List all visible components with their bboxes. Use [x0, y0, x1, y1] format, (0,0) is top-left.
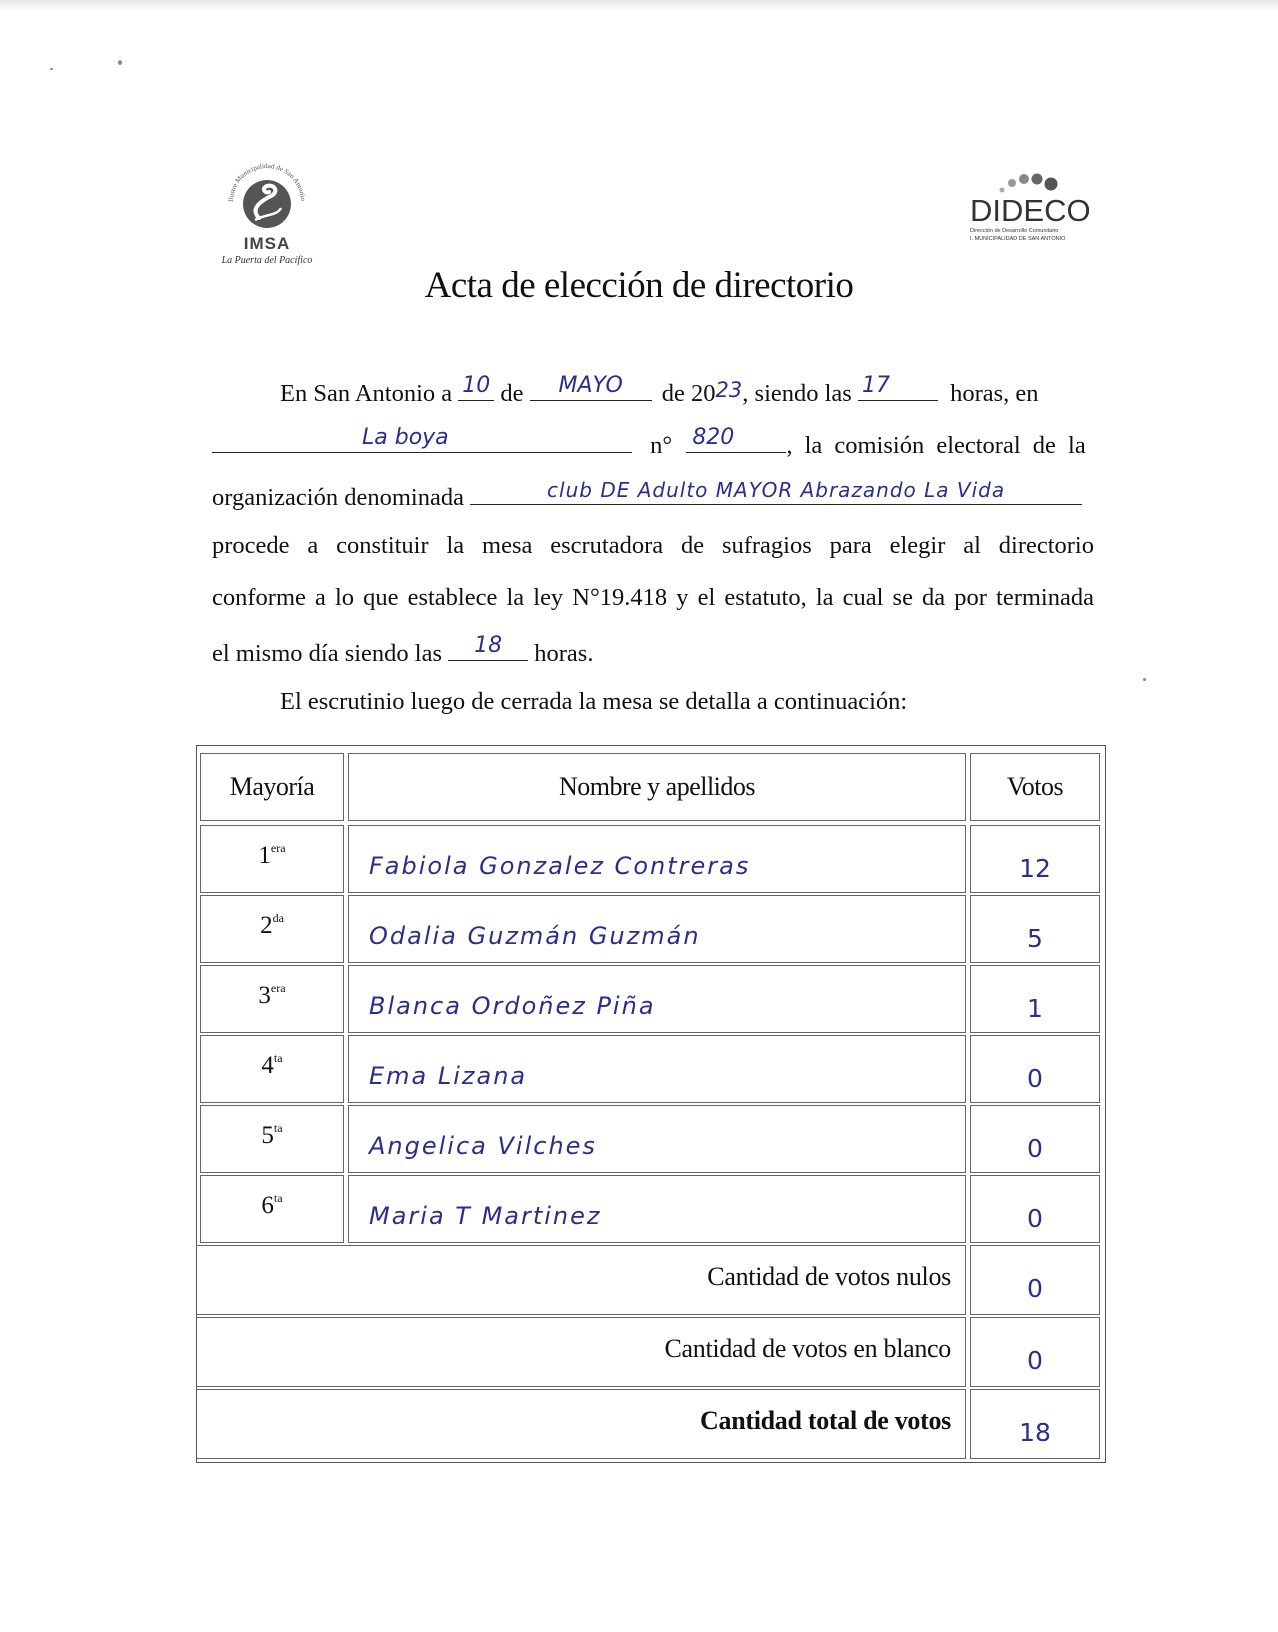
- dideco-name: DIDECO: [970, 193, 1091, 228]
- text-escrutinio: El escrutinio luego de cerrada la mesa se detalla a continuación:: [280, 688, 908, 715]
- day-field: [458, 373, 494, 401]
- imsa-slogan: La Puerta del Pacífico: [221, 255, 313, 266]
- votos-total-label: Cantidad total de votos: [196, 1389, 966, 1459]
- month-field: [530, 373, 652, 401]
- table-row-rank: $3^{era}$: [200, 965, 344, 1033]
- votos-blanco-value: 0: [970, 1317, 1100, 1387]
- table-row-rank: $6^{ta}$: [200, 1175, 344, 1243]
- scan-edge: [0, 0, 1278, 12]
- organization-field: [470, 480, 1082, 505]
- imsa-name: IMSA: [243, 234, 291, 253]
- table-row-rank: $5^{ta}$: [200, 1105, 344, 1173]
- table-row-name: Fabiola Gonzalez Contreras: [348, 825, 966, 893]
- end-hour-field: [448, 633, 528, 661]
- document-title: Acta de elección de directorio: [424, 265, 854, 306]
- number-field: [686, 425, 786, 453]
- organization-value: club DE Adulto MAYOR Abrazando La Vida: [547, 478, 1006, 502]
- text-comision-electoral: , la comisión electoral de la: [786, 432, 1086, 459]
- start-hour-value: 17: [861, 373, 890, 398]
- address-field: [212, 425, 632, 453]
- address-value: La boya: [362, 425, 449, 450]
- scan-speck: [50, 68, 53, 70]
- table-row-votes: 0: [970, 1105, 1100, 1173]
- start-hour-field: [858, 373, 938, 401]
- votos-nulos-label: Cantidad de votos nulos: [196, 1245, 966, 1315]
- table-row-votes: 5: [970, 895, 1100, 963]
- paragraph-line-1: [280, 373, 1094, 408]
- paragraph-line-5: [212, 584, 1094, 612]
- results-table: [196, 745, 1106, 1463]
- paragraph-line-4: [212, 532, 1094, 560]
- paragraph-line-3: [212, 480, 1094, 512]
- text-mismo-dia: el mismo día siendo las: [212, 640, 442, 667]
- table-row-name: Blanca Ordoñez Piña: [348, 965, 966, 1033]
- imsa-logo: [212, 156, 322, 266]
- text-de: de: [500, 380, 524, 407]
- paragraph-line-2: [212, 425, 1094, 460]
- number-value: 820: [692, 425, 735, 450]
- imsa-emblem-icon: [219, 156, 315, 236]
- table-row-votes: 0: [970, 1175, 1100, 1243]
- table-row-votes: 12: [970, 825, 1100, 893]
- paragraph-line-7: [280, 688, 1100, 716]
- votos-blanco-label: Cantidad de votos en blanco: [196, 1317, 966, 1387]
- dideco-logo: [970, 172, 1090, 242]
- scan-speck: [1143, 678, 1146, 681]
- header-votos: Votos: [970, 753, 1100, 821]
- text-en-san-antonio: En San Antonio a: [280, 380, 453, 407]
- table-row-votes: 0: [970, 1035, 1100, 1103]
- text-de-20: de 20: [661, 380, 716, 407]
- table-row-name: Ema Lizana: [348, 1035, 966, 1103]
- month-value: MAYO: [558, 373, 623, 398]
- table-row-name: Maria T Martinez: [348, 1175, 966, 1243]
- text-line-5: conforme a lo que establece la ley N°19.418 y el estatuto, la cual se da por terminada: [212, 584, 1094, 611]
- text-siendo-las: , siendo las: [742, 380, 852, 407]
- votos-nulos-value: 0: [970, 1245, 1100, 1315]
- day-value: 10: [462, 373, 491, 398]
- table-row-rank: $4^{ta}$: [200, 1035, 344, 1103]
- scan-speck: [118, 60, 122, 65]
- paragraph-line-6: [212, 633, 1094, 668]
- dideco-subtitle-2: I. MUNICIPALIDAD DE SAN ANTONIO: [970, 236, 1066, 242]
- dideco-subtitle-1: Dirección de Desarrollo Comunitario: [970, 228, 1059, 234]
- table-row-rank: $1^{era}$: [200, 825, 344, 893]
- text-line-4: procede a constituir la mesa escrutadora de sufragios para elegir al directorio: [212, 532, 1094, 559]
- table-row-name: Odalia Guzmán Guzmán: [348, 895, 966, 963]
- year-value: 23: [715, 378, 743, 402]
- table-row-rank: $2^{da}$: [200, 895, 344, 963]
- imsa-arc-text: Ilustre Municipalidad de San Antonio: [226, 161, 308, 203]
- text-horas-en: horas, en: [950, 380, 1039, 407]
- header-mayoria: Mayoría: [200, 753, 344, 821]
- text-n: n°: [650, 432, 673, 459]
- text-horas: horas.: [534, 640, 594, 667]
- table-row-votes: 1: [970, 965, 1100, 1033]
- votos-total-value: 18: [970, 1389, 1100, 1459]
- table-row-name: Angelica Vilches: [348, 1105, 966, 1173]
- end-hour-value: 18: [474, 633, 503, 658]
- text-organizacion-denominada: organización denominada: [212, 484, 464, 511]
- header-nombre: Nombre y apellidos: [348, 753, 966, 821]
